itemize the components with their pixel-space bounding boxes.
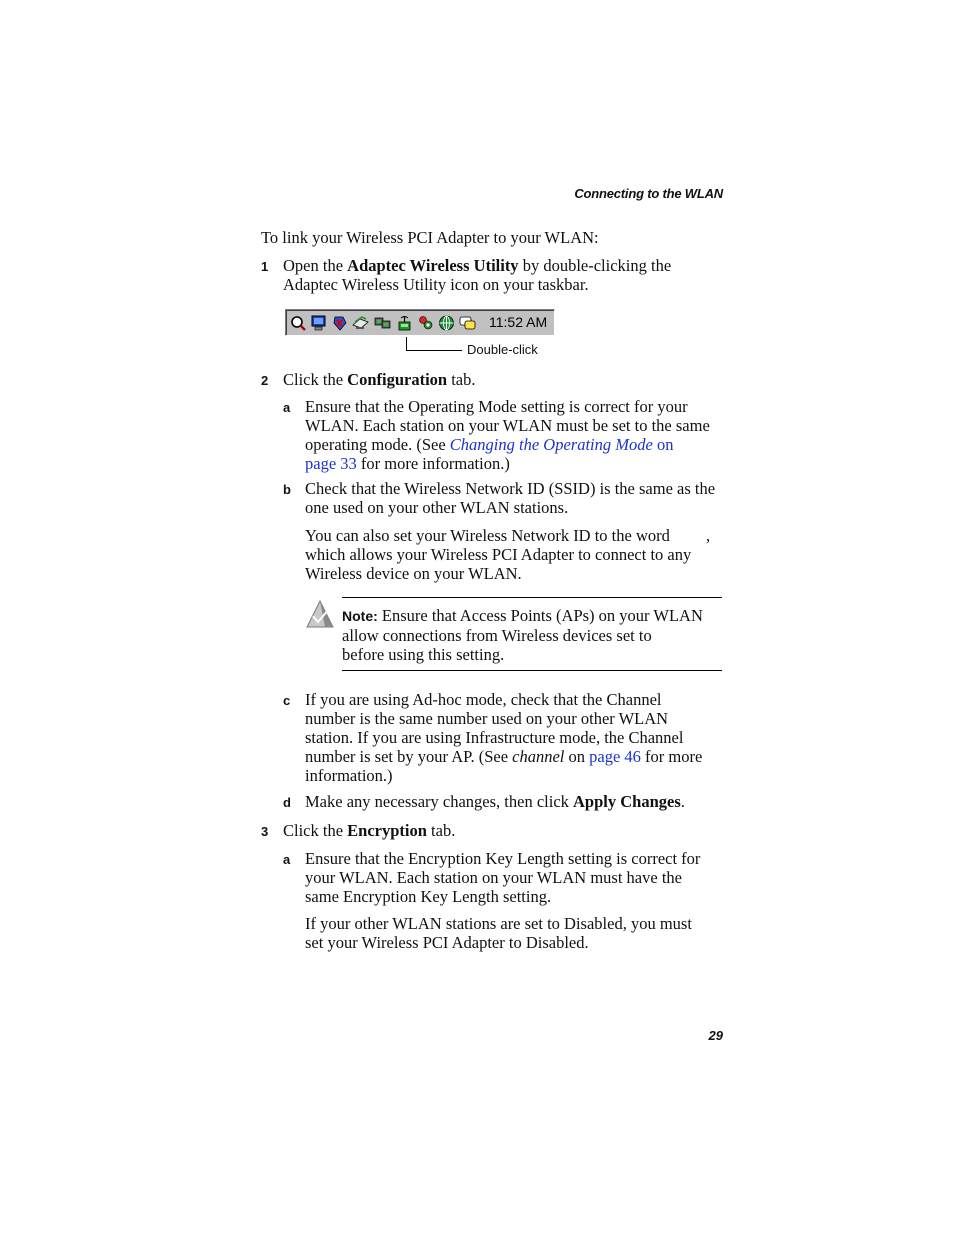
users-icon — [417, 315, 434, 331]
step-3a-para2: If your other WLAN stations are set to Disabled, you must set your Wireless PCI Adapter to Disabled. — [305, 914, 692, 952]
step-2b-text: Check that the Wireless Network ID (SSID) is the same as the one used on your other WLAN stations. — [305, 479, 716, 517]
step-2b-para2: You can also set your Wireless Network ID to the word — [305, 526, 670, 545]
note-pencil-icon — [305, 599, 335, 629]
magnifier-icon — [290, 315, 307, 331]
step-2b-para2-rest: which allows your Wireless PCI Adapter to connect to any Wireless device on your WLAN. — [305, 545, 692, 583]
step-2a-marker: a — [283, 400, 291, 415]
computers-icon — [374, 315, 391, 331]
taskbar-tray — [285, 309, 555, 336]
globe-icon — [438, 315, 455, 331]
step-3-text: Click the Encryption tab. — [283, 821, 456, 840]
callout-line-vertical — [406, 337, 407, 350]
step-2b-para2-comma: , — [706, 526, 711, 545]
step-1-number: 1 — [261, 259, 269, 274]
page-33-link[interactable]: page 33 — [305, 454, 357, 473]
chat-icon — [459, 315, 476, 331]
step-2b-marker: b — [283, 482, 291, 497]
apply-changes-bold: Apply Changes — [573, 792, 681, 811]
printer-icon — [352, 315, 369, 331]
changing-operating-mode-link[interactable]: Changing the Operating Mode — [449, 435, 653, 454]
network-icon — [332, 315, 349, 331]
adaptec-wireless-utility-bold: Adaptec Wireless Utility — [347, 256, 519, 275]
step-3-number: 3 — [261, 824, 269, 839]
step-2-number: 2 — [261, 373, 269, 388]
note-bottom-rule — [342, 670, 722, 671]
callout-line-horizontal — [406, 350, 462, 351]
step-3a-text: Ensure that the Encryption Key Length setting is correct for your WLAN. Each station on your WLAN must have the same Encryption Key Length setting. — [305, 849, 701, 906]
configuration-bold: Configuration — [347, 370, 448, 389]
monitor-icon — [310, 315, 327, 331]
page-number: 29 — [708, 1028, 723, 1043]
note-top-rule — [342, 597, 722, 598]
step-2d-text: Make any necessary changes, then click Apply Changes. — [305, 792, 685, 811]
step-2a-text: Ensure that the Operating Mode setting is correct for your WLAN. Each station on your WLAN must be set to the same operating mode. (See Changing the Operating Mode on page 33 for more information.) — [305, 397, 710, 473]
double-click-callout: Double-click — [467, 342, 538, 357]
note-label: Note: — [342, 608, 378, 624]
page-46-link[interactable]: page 46 — [589, 747, 641, 766]
step-2-text: Click the Configuration tab. — [283, 370, 476, 389]
running-header: Connecting to the WLAN — [574, 186, 723, 201]
wireless-utility-icon — [396, 315, 413, 331]
encryption-bold: Encryption — [347, 821, 427, 840]
step-2c-text: If you are using Ad-hoc mode, check that the Channel number is the same number used on your other WLAN station. If you are using Infrastructure mode, the Channel number is set by your AP. (See channel on page 46 for more information.) — [305, 690, 703, 785]
channel-italic: channel — [512, 747, 565, 766]
step-2c-marker: c — [283, 693, 291, 708]
step-1-text: Open the Adaptec Wireless Utility by double-clicking the Adaptec Wireless Utility icon on your taskbar. — [283, 256, 672, 294]
step-2d-marker: d — [283, 795, 291, 810]
step-3a-marker: a — [283, 852, 291, 867]
changing-operating-mode-link-on[interactable]: on — [652, 435, 674, 454]
intro-text: To link your Wireless PCI Adapter to your WLAN: — [261, 228, 599, 247]
clock-text: 11:52 AM — [489, 314, 548, 330]
note-text: Note: Ensure that Access Points (APs) on your WLAN allow connections from Wireless devices set to before using this setting. — [342, 606, 703, 664]
